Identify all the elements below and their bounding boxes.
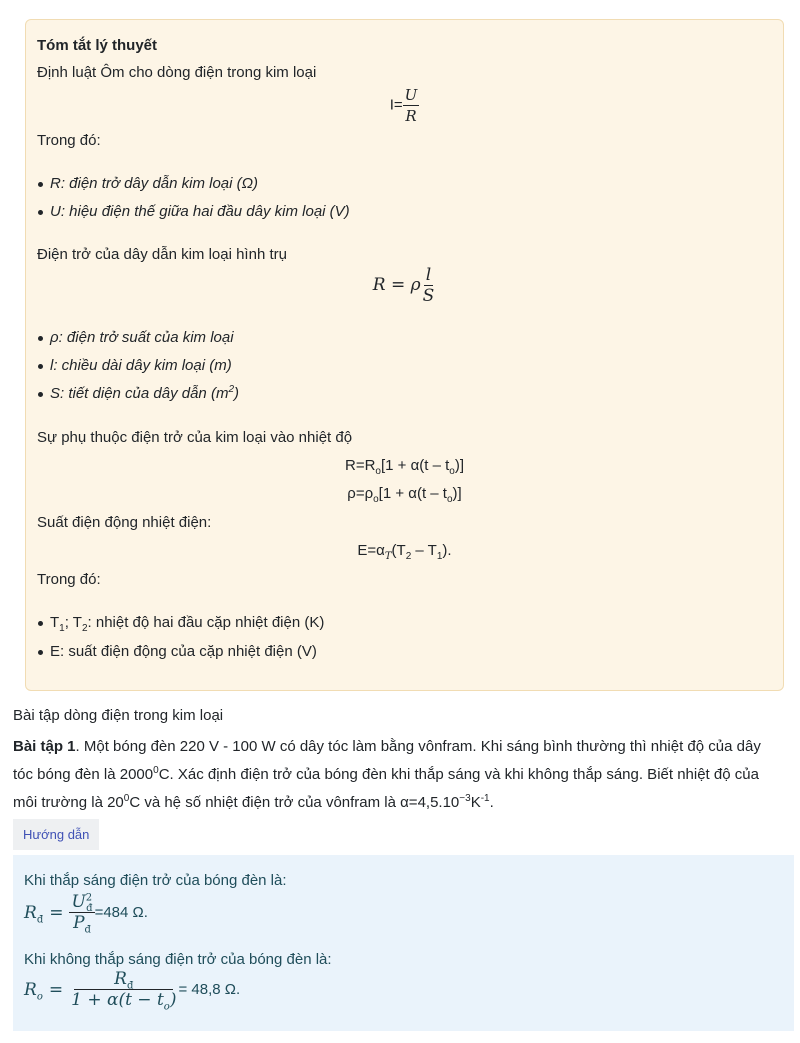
where-label-2: Trong đó: <box>37 571 101 588</box>
res-item-resistivity: ρ: điện trở suất của kim loại <box>50 329 234 346</box>
emf-item-temperatures: $T_1$; $T_2$: nhiệt độ hai đầu cặp nhiệt điện (K) <box>50 614 325 634</box>
lit-lhs: $R_đ$ <box>24 902 44 925</box>
resistance-formula <box>26 266 783 305</box>
lit-result: =484 Ω. <box>94 904 148 921</box>
unlit-denominator: $1 + \alpha(t - t_o)$ <box>71 990 177 1013</box>
res-item-area: S: tiết diện của dây dẫn $(m^2)$ <box>50 384 239 402</box>
section-title: Bài tập dòng điện trong kim loại <box>13 707 224 724</box>
temperature-formula-resistivity: $\rho=\rho_o[1 + \alpha(t - t_o)]$ <box>347 485 462 505</box>
exercise-label: Bài tập 1 <box>13 738 76 755</box>
ohm-denominator: R <box>405 107 417 125</box>
resistance-intro: Điện trở của dây dẫn kim loại hình trụ <box>37 246 287 263</box>
theory-summary-box <box>25 19 784 691</box>
resistance-numerator: l <box>425 265 432 285</box>
emf-item-emf: E: suất điện động của cặp nhiệt điện (V) <box>50 643 317 660</box>
lit-denominator: $P_đ$ <box>73 913 91 936</box>
ohm-item-voltage: U: hiệu điện thế giữa hai đầu dây kim loại (V) <box>50 203 350 220</box>
lit-resistance-label: Khi thắp sáng điện trở của bóng đèn là: <box>24 872 287 889</box>
unlit-result: = 48,8 Ω. <box>178 981 241 998</box>
where-label: Trong đó: <box>37 132 101 149</box>
ohm-law-formula <box>26 86 783 125</box>
exercise-1-text: Bài tập 1. Một bóng đèn 220 V - 100 W có dây tóc làm bằng vônfram. Khi sáng bình thường thì nhiệt độ của dây tóc bóng đèn là 2000$^0$C. Xác định điện trở của bóng đèn khi thắp sáng và khi không thắp sáng. Biết nhiệt độ của môi trường là $20^0C$ và hệ số nhiệt điện trở của vônfram là $\alpha=4,5.10^{-3}K^{-1}$. <box>13 738 761 811</box>
unlit-resistance-label: Khi không thắp sáng điện trở của bóng đèn là: <box>24 951 332 968</box>
unlit-numerator: $R_đ$ <box>74 970 173 990</box>
lit-resistance-formula: $R_đ$ = $\frac{U^2_đ}{P_đ}$ =484 Ω. <box>24 892 148 936</box>
resistance-denominator: S <box>422 286 435 306</box>
ohm-numerator: U <box>404 86 418 104</box>
emf-formula: $E=\alpha_T(T_2 - T_1)$. <box>357 542 452 562</box>
ohm-lhs: I= <box>389 96 403 114</box>
hint-button[interactable]: Hướng dẫn <box>13 819 99 850</box>
res-item-length: l: chiều dài dây kim loại (m) <box>50 357 232 374</box>
summary-title: Tóm tắt lý thuyết <box>37 37 158 54</box>
ohm-law-intro: Định luật Ôm cho dòng điện trong kim loại <box>37 64 317 81</box>
temperature-intro: Sự phụ thuộc điện trở của kim loại vào nhiệt độ <box>37 429 353 446</box>
emf-intro: Suất điện động nhiệt điện: <box>37 514 212 531</box>
unlit-resistance-formula: $R_o$ = $\frac{R_đ}{1 + \alpha(t - t_o)}$ = 48,8 Ω. <box>24 969 241 1013</box>
unlit-lhs: $R_o$ <box>24 979 43 1002</box>
temperature-formula-resistance: $R=R_o[1 + \alpha(t - t_o)]$ <box>344 457 465 477</box>
resistance-lhs: R = ρ <box>372 274 421 295</box>
solution-box <box>13 855 794 1031</box>
lit-numerator: $U^2_đ$ <box>71 892 93 915</box>
ohm-item-resistance: R: điện trở dây dẫn kim loại (Ω) <box>50 175 259 192</box>
